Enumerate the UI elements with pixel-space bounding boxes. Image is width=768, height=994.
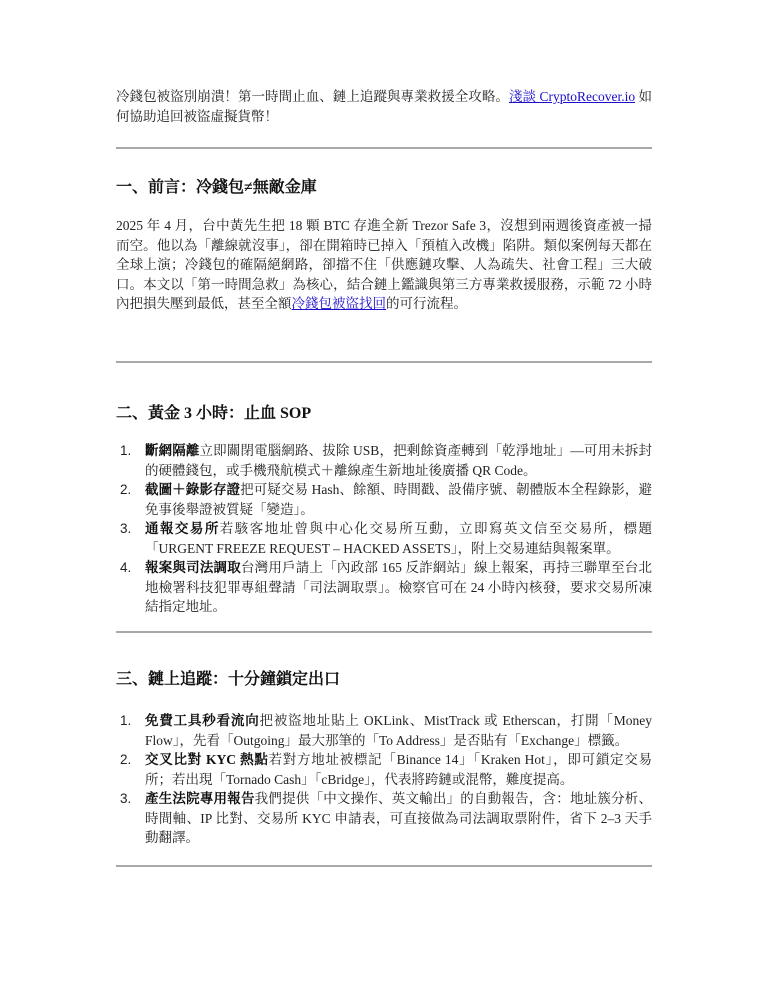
list-number: 4. xyxy=(120,560,132,575)
item-text: 把可疑交易 Hash、餘額、時間戳、設備序號、韌體版本全程錄影，避免事後舉證被質疑「變造」。 xyxy=(145,482,652,517)
paragraph-text: 2025 年 4 月，台中黃先生把 18 顆 BTC 存進全新 Trezor Safe 3，沒想到兩週後資產被一掃而空。他以為「離線就沒事」，卻在開箱時已掉入「預植入改機」陷阱。類似案例每天都在全球上演；冷錢包的確隔絕網路，卻擋不住「供應鏈攻擊、人為疏失、社會工程」三大破口。本文以「第一時間急救」為核心，結合鏈上鑑識與第三方專業救援服務，示範 72 小時內把損失壓到最低，甚至全額 xyxy=(116,218,652,312)
intro-link[interactable]: 淺談 CryptoRecover.io xyxy=(508,89,636,104)
section-heading: 三、鏈上追蹤：十分鐘鎖定出口 xyxy=(116,671,341,688)
list-item xyxy=(116,750,652,789)
sop-list xyxy=(116,441,652,617)
list-number: 2. xyxy=(120,482,132,497)
divider xyxy=(116,631,652,633)
item-lead: 交叉比對 KYC 熱點 xyxy=(145,752,269,767)
item-text: 若駭客地址曾與中心化交易所互動，立即寫英文信至交易所，標題「URGENT FREEZE REQUEST – HACKED ASSETS」，附上交易連結與報案單。 xyxy=(145,521,653,556)
item-lead: 通報交易所 xyxy=(145,521,220,536)
intro-paragraph xyxy=(116,87,652,126)
list-number: 2. xyxy=(120,752,132,767)
item-text: 若對方地址被標記「Binance 14」「Kraken Hot」，即可鎖定交易所；若出現「Tornado Cash」「cBridge」，代表將跨鏈或混幣，難度提高。 xyxy=(145,752,652,787)
item-lead: 截圖＋錄影存證 xyxy=(145,482,241,497)
section-heading: 一、前言：冷錢包≠無敵金庫 xyxy=(116,179,317,196)
list-item xyxy=(116,711,652,750)
item-lead: 報案與司法調取 xyxy=(145,560,241,575)
section-heading: 二、黃金 3 小時：止血 SOP xyxy=(116,405,312,422)
divider xyxy=(116,865,652,867)
list-item xyxy=(116,441,652,480)
list-item xyxy=(116,480,652,519)
list-item xyxy=(116,558,652,617)
list-item xyxy=(116,789,652,848)
intro-text: 冷錢包被盜別崩潰！第一時間止血、鏈上追蹤與專業救援全攻略。 xyxy=(116,89,509,104)
list-number: 3. xyxy=(120,521,132,536)
divider xyxy=(116,361,652,363)
sop-list-container xyxy=(116,441,652,617)
item-lead: 免費工具秒看流向 xyxy=(145,713,260,728)
list-number: 3. xyxy=(120,791,132,806)
list-number: 1. xyxy=(120,443,132,458)
intro-tail: 如何協助追回被盜虛擬貨幣！ xyxy=(116,89,653,124)
item-lead: 斷網隔離 xyxy=(145,443,200,458)
item-lead: 產生法院專用報告 xyxy=(145,791,255,806)
item-text: 我們提供「中文操作、英文輸出」的自動報告，含：地址簇分析、時間軸、IP 比對、交易所 KYC 申請表，可直接做為司法調取票附件，省下 2–3 天手動翻譯。 xyxy=(145,791,653,845)
tracking-list xyxy=(116,711,652,848)
recovery-link[interactable]: 冷錢包被盜找回 xyxy=(291,296,386,312)
item-text: 把被盜地址貼上 OKLink、MistTrack 或 Etherscan，打開「Money Flow」，先看「Outgoing」最大那筆的「To Address」是否貼有「Exchange」標籤。 xyxy=(145,713,652,748)
item-text: 台灣用戶請上「內政部 165 反詐網站」線上報案，再持三聯單至台北地檢署科技犯罪專組聲請「司法調取票」。檢察官可在 24 小時內核發，要求交易所凍結指定地址。 xyxy=(145,560,653,614)
divider xyxy=(116,147,652,149)
list-number: 1. xyxy=(120,713,132,728)
paragraph-tail: 的可行流程。 xyxy=(386,296,467,312)
intro-body-paragraph xyxy=(116,216,652,314)
tracking-list-container xyxy=(116,711,652,848)
list-item xyxy=(116,519,652,558)
item-text: 立即關閉電腦網路、拔除 USB，把剩餘資產轉到「乾淨地址」—可用未拆封的硬體錢包，或手機飛航模式＋離線產生新地址後廣播 QR Code。 xyxy=(145,443,653,478)
